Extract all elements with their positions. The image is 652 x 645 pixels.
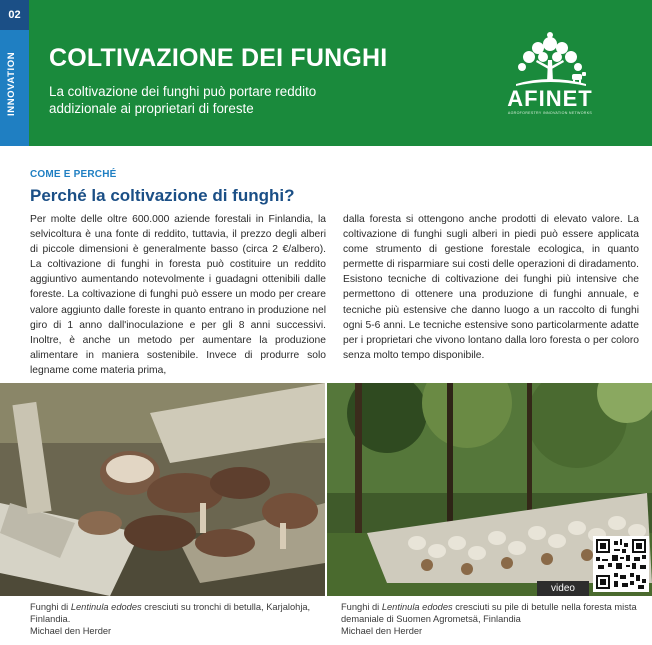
- caption-text: Funghi di: [30, 602, 71, 612]
- section-heading: Perché la coltivazione di funghi?: [30, 186, 295, 205]
- caption-species: Lentinula edodes: [381, 602, 453, 612]
- caption-credit: Michael den Herder: [30, 626, 112, 637]
- caption-credit: Michael den Herder: [341, 626, 423, 637]
- page-title: COLTIVAZIONE DEI FUNGHI: [49, 44, 388, 72]
- qr-code-icon[interactable]: [593, 536, 649, 592]
- caption-text: cresciuti su tronchi di betulla, Karjalohja, Finlandia.: [30, 602, 311, 625]
- logo-wordmark: AFINET: [507, 86, 593, 111]
- section-tab-label: INNOVATION: [6, 51, 17, 116]
- photo-caption-left: [30, 601, 330, 638]
- photo-caption-right: [341, 601, 641, 638]
- caption-text: cresciuti su pile di betulle nella foresta mista demaniale di Suomen Agrometsä, Finlandia: [341, 602, 637, 625]
- photo-mushrooms-on-logs: [0, 383, 325, 596]
- page-number: 02: [0, 0, 29, 30]
- video-label[interactable]: video: [537, 581, 589, 596]
- section-kicker: COME E PERCHÉ: [30, 169, 117, 180]
- page-subtitle: La coltivazione dei funghi può portare reddito addizionale ai proprietari di foreste: [49, 84, 317, 116]
- logo-tagline: AGROFORESTRY INNOVATION NETWORKS: [507, 111, 593, 115]
- body-column-left: Per molte delle oltre 600.000 aziende forestali in Finlandia, la selvicoltura è una fonte di reddito, tuttavia, il prezzo degli alberi di piccole dimensioni è generalmente basso (circa 2 €/albero). La coltivazione di funghi in foresta può costituire un reddito aggiuntivo aumentando notevolmente i guadagni ottenibili dalle foreste. La coltivazione di funghi può essere un modo per creare valore aggiunto dalle foreste in quanto entrano in produzione nel giro di 1 anno dall'inoculazione e per gli 8 anni successivi. Inoltre, è anche un metodo per aumentare la produzione alimentare in maniera sostenibile. Invece di produrre solo legname come materia prima,: [30, 214, 326, 376]
- caption-species: Lentinula edodes: [70, 602, 142, 612]
- body-column-right: dalla foresta si ottengono anche prodotti di elevato valore. La coltivazione di funghi sugli alberi in piedi può essere applicata come strumento di gestione forestale ecologica, in quanto permette di risparmiare sui costi delle operazioni di diradamento. Esistono tecniche di coltivazione dei funghi più intensive che permettono di ottenere una produzione di funghi annuale, e tecniche più estensive che danno luogo a un raccolto di funghi ogni 5-6 anni. Le tecniche estensive sono particolarmente adatte per i proprietari che vivono lontano dalla loro foresta o per coloro senza molto tempo disponibile.: [343, 214, 639, 361]
- caption-text: Funghi di: [341, 602, 382, 612]
